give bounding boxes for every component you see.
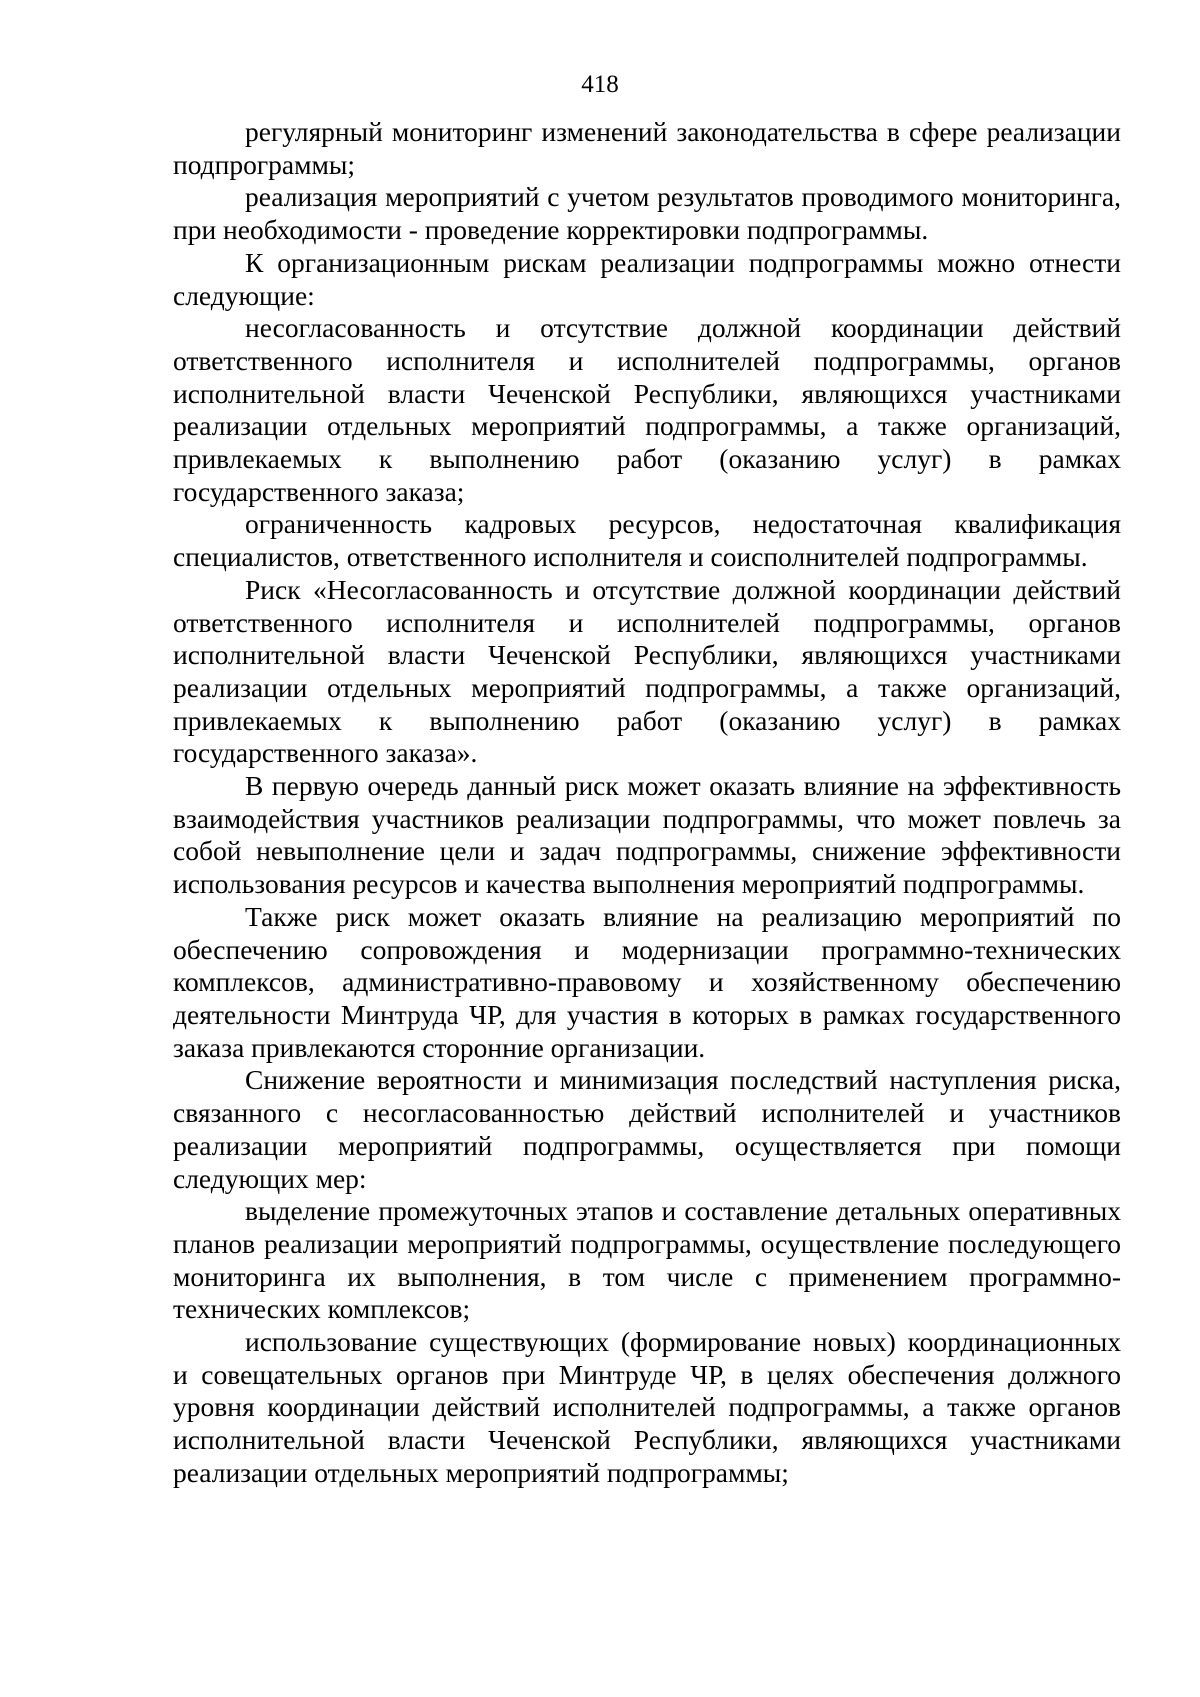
page-number: 418 (581, 71, 619, 98)
paragraph: К организационным рискам реализации подпрограммы можно отнести следующие: (173, 246, 1121, 311)
body-text (173, 116, 1121, 1490)
paragraph: регулярный мониторинг изменений законодательства в сфере реализации подпрограммы; (173, 116, 1121, 180)
paragraph: несогласованность и отсутствие должной координации действий ответственного исполнителя и исполнителей подпрограммы, органов исполнительной власти Чеченской Республики, являющихся участниками реализации отдельных мероприятий подпрограммы, а также организаций, привлекаемых к выполнению работ (оказанию услуг) в рамках государственного заказа; (173, 312, 1121, 507)
paragraph: использование существующих (формирование новых) координационных и совещательных органов при Минтруде ЧР, в целях обеспечения должного уровня координации действий исполнителей подпрограммы, а также органов исполнительной власти Чеченской Республики, являющихся участниками реализации отдельных мероприятий подпрограммы; (173, 1326, 1121, 1488)
paragraph: Снижение вероятности и минимизация последствий наступления риска, связанного с несогласованностью действий исполнителей и участников реализации мероприятий подпрограммы, осуществляется при помощи следующих мер: (173, 1064, 1121, 1194)
paragraph: выделение промежуточных этапов и составление детальных оперативных планов реализации мероприятий подпрограммы, осуществление последующего мониторинга их выполнения, в том числе с применением программно-технических комплексов; (173, 1195, 1121, 1325)
paragraph: Риск «Несогласованность и отсутствие должной координации действий ответственного исполнителя и исполнителей подпрограммы, органов исполнительной власти Чеченской Республики, являющихся участниками реализации отдельных мероприятий подпрограммы, а также организаций, привлекаемых к выполнению работ (оказанию услуг) в рамках государственного заказа». (173, 573, 1121, 769)
paragraph: Также риск может оказать влияние на реализацию мероприятий по обеспечению сопровождения и модернизации программно-технических комплексов, административно-правовому и хозяйственному обеспечению деятельности Минтруда ЧР, для участия в которых в рамках государственного заказа привлекаются сторонние организации. (173, 900, 1121, 1063)
paragraph: ограниченность кадровых ресурсов, недостаточная квалификация специалистов, ответственного исполнителя и соисполнителей подпрограммы. (173, 508, 1121, 573)
paragraph: В первую очередь данный риск может оказать влияние на эффективность взаимодействия участников реализации подпрограммы, что может повлечь за собой невыполнение цели и задач подпрограммы, снижение эффективности использования ресурсов и качества выполнения мероприятий подпрограммы. (173, 770, 1121, 900)
paragraph: реализация мероприятий с учетом результатов проводимого мониторинга, при необходимости - проведение корректировки подпрограммы. (173, 181, 1121, 246)
